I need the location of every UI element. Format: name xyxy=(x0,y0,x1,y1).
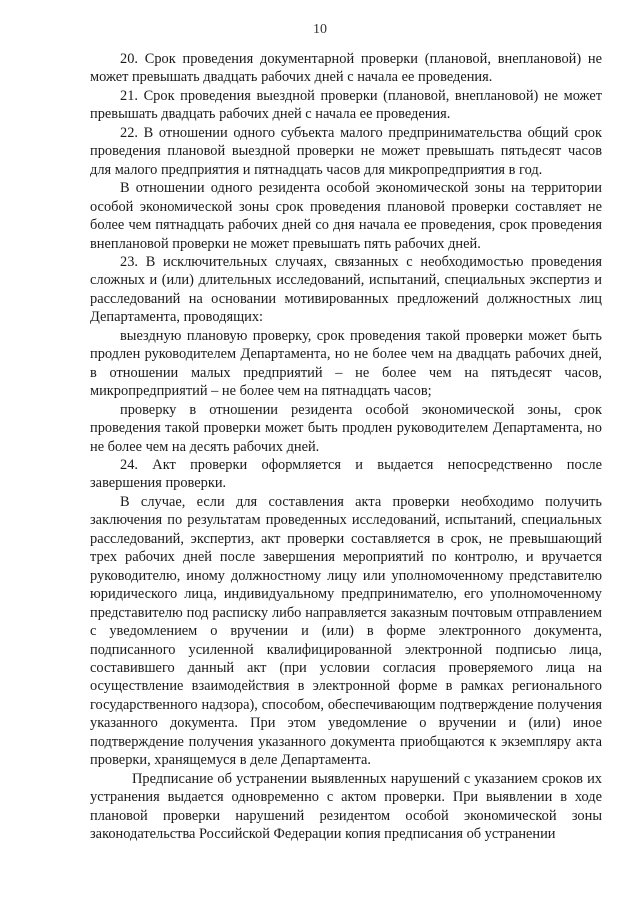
paragraph-22-resident: В отношении одного резидента особой экономической зоны на территории особой экономической зоны срок проведения плановой проверки составляет не более чем пятнадцать рабочих дней со дня начала ее проведения, срок проведения внеплановой проверки не может превышать пять рабочих дней. xyxy=(90,180,602,252)
paragraph-22: 22. В отношении одного субъекта малого предпринимательства общий срок проведения плановой выездной проверки не может превышать пятьдесят часов для малого предприятия и пятнадцать часов для микропредприятия в год. xyxy=(90,124,602,178)
paragraph-24: 24. Акт проверки оформляется и выдается непосредственно после завершения проверки. xyxy=(90,456,602,492)
page-number: 10 xyxy=(313,22,327,37)
paragraph-24-act-delivery: В случае, если для составления акта проверки необходимо получить заключения по результатам проведенных исследований, испытаний, специальных расследований, экспертиз, акт проверки составляется в срок, не превышающий трех рабочих дней после завершения мероприятий по контролю, и вручается руководителю, иному должностному лицу или уполномоченному представителю юридического лица, индивидуальному предпринимателю, его уполномоченному представителю под расписку либо направляется заказным почтовым отправлением с уведомлением о вручении и (или) в форме электронного документа, подписанного усиленной квалифицированной электронной подписью лица, составившего данный акт (при условии согласия проверяемого лица на осуществление взаимодействия в электронной форме в рамках регионального государственного надзора), способом, обеспечивающим подтверждение получения указанного документа. При этом уведомление о вручении и (или) иное подтверждение получения указанного документа приобщаются к экземпляру акта проверки, хранящемуся в деле Департамента. xyxy=(90,493,602,769)
paragraph-prescription: Предписание об устранении выявленных нарушений с указанием сроков их устранения выдается одновременно с актом проверки. При выявлении в ходе плановой проверки нарушений резидентом особой экономической зоны законодательства Российской Федерации копия предписания об устранении xyxy=(90,770,602,843)
document-body xyxy=(90,50,602,843)
paragraph-21: 21. Срок проведения выездной проверки (плановой, внеплановой) не может превышать двадцать рабочих дней с начала ее проведения. xyxy=(90,87,602,123)
paragraph-23: 23. В исключительных случаях, связанных с необходимостью проведения сложных и (или) длительных исследований, испытаний, специальных экспертиз и расследований на основании мотивированных предложений должностных лиц Департамента, проводящих: xyxy=(90,253,602,326)
paragraph-20: 20. Срок проведения документарной проверки (плановой, внеплановой) не может превышать двадцать рабочих дней с начала ее проведения. xyxy=(90,51,602,86)
paragraph-23-resident-check: проверку в отношении резидента особой экономической зоны, срок проведения такой проверки может быть продлен руководителем Департамента, но не более чем на десять рабочих дней. xyxy=(90,401,602,455)
paragraph-23-onsite-check: выездную плановую проверку, срок проведения такой проверки может быть продлен руководителем Департамента, но не более чем на двадцать рабочих дней, в отношении малых предприятий – не более чем на пятьдесят часов, микропредприятий – не более чем на пятнадцать часов; xyxy=(90,327,602,400)
